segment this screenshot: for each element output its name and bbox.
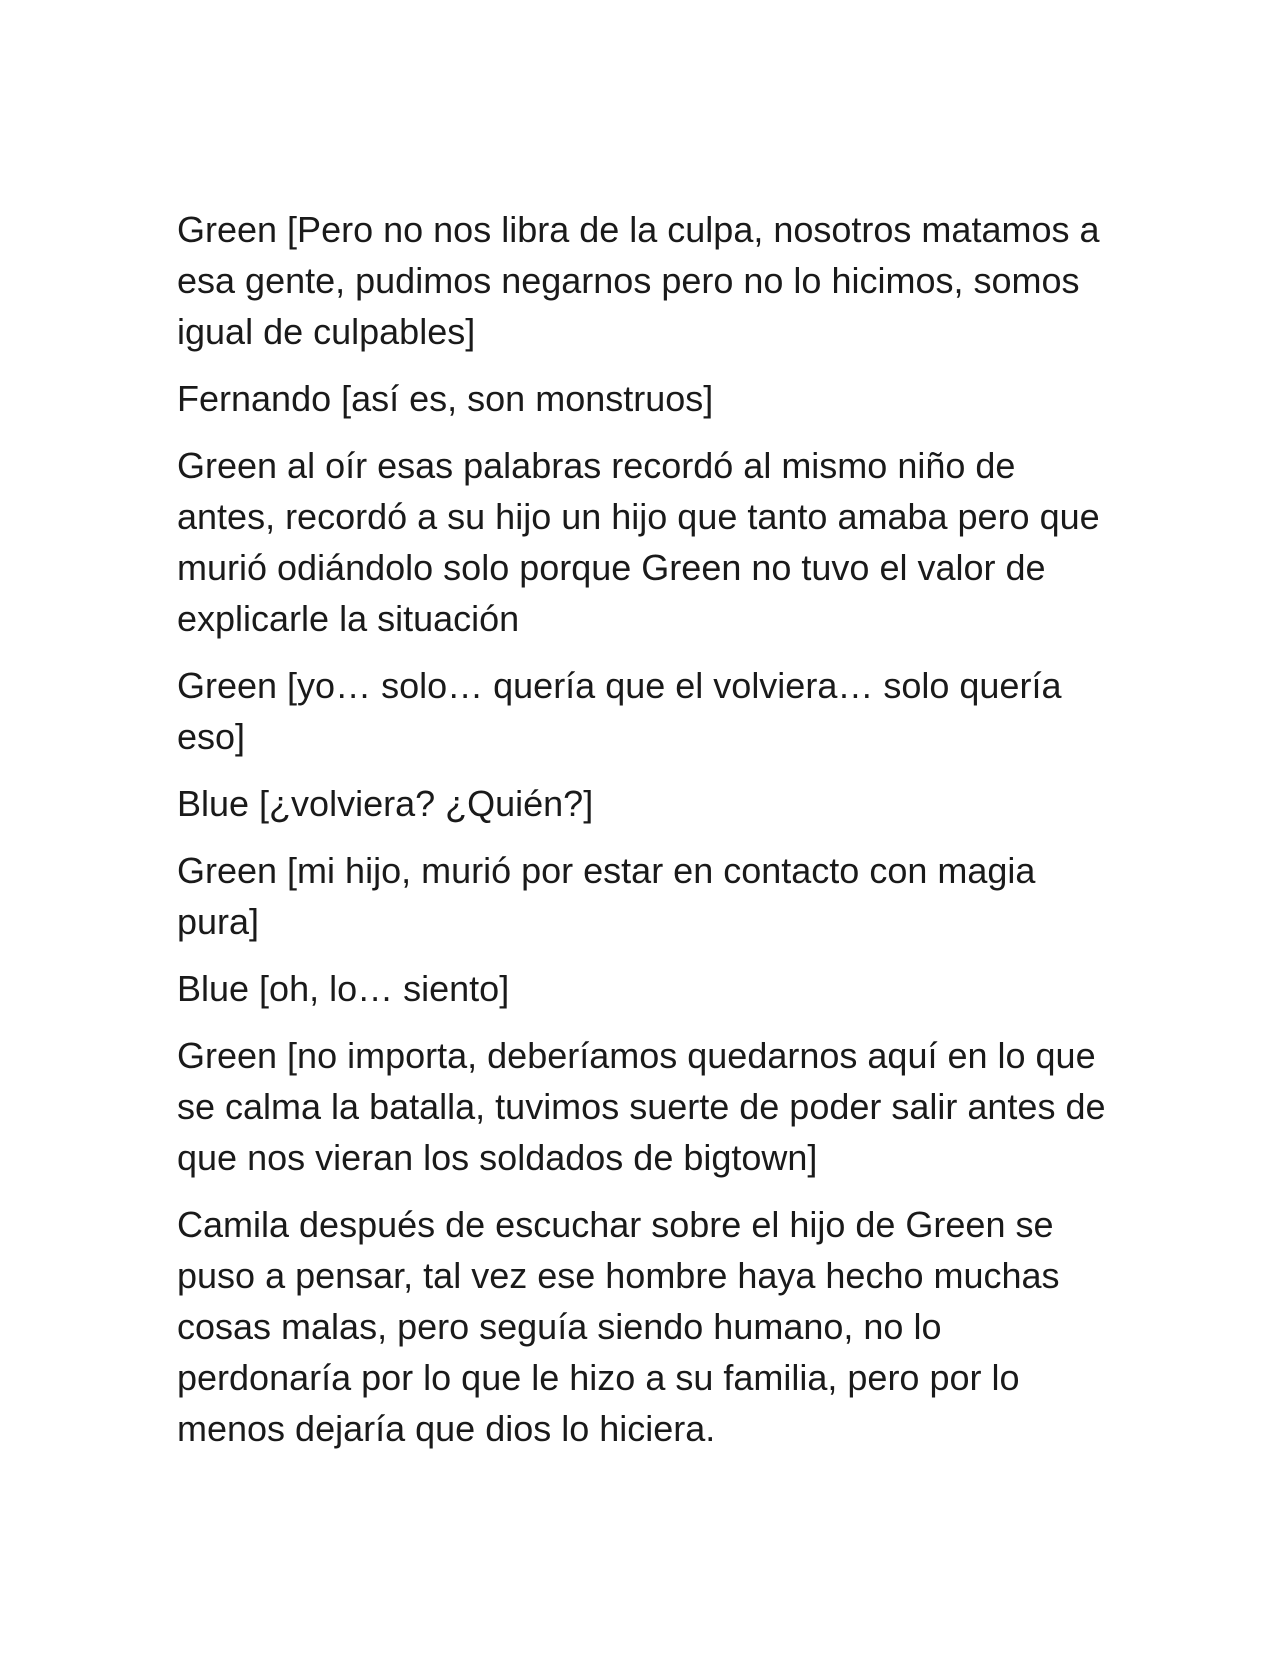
paragraph-green-guilt: Green [Pero no nos libra de la culpa, nosotros matamos a esa gente, pudimos negarnos pero no lo hicimos, somos igual de culpables]: [177, 209, 1100, 352]
paragraph-fernando-monsters: Fernando [así es, son monstruos]: [177, 378, 714, 419]
paragraph-blue-question: Blue [¿volviera? ¿Quién?]: [177, 783, 594, 824]
paragraph-green-wish: Green [yo… solo… quería que el volviera… solo quería eso]: [177, 665, 1062, 757]
paragraph-green-memory: Green al oír esas palabras recordó al mismo niño de antes, recordó a su hijo un hijo que tanto amaba pero que murió odiándolo solo porque Green no tuvo el valor de explicarle la situación: [177, 445, 1100, 639]
document-body: [177, 204, 1117, 1470]
paragraph-green-son: Green [mi hijo, murió por estar en contacto con magia pura]: [177, 850, 1036, 942]
paragraph-blue-sorry: Blue [oh, lo… siento]: [177, 968, 510, 1009]
paragraph-green-hide: Green [no importa, deberíamos quedarnos aquí en lo que se calma la batalla, tuvimos suerte de poder salir antes de que nos vieran los soldados de bigtown]: [177, 1035, 1106, 1178]
paragraph-camila-thoughts: Camila después de escuchar sobre el hijo de Green se puso a pensar, tal vez ese hombre haya hecho muchas cosas malas, pero seguía siendo humano, no lo perdonaría por lo que le hizo a su familia, pero por lo menos dejaría que dios lo hiciera.: [177, 1204, 1060, 1449]
